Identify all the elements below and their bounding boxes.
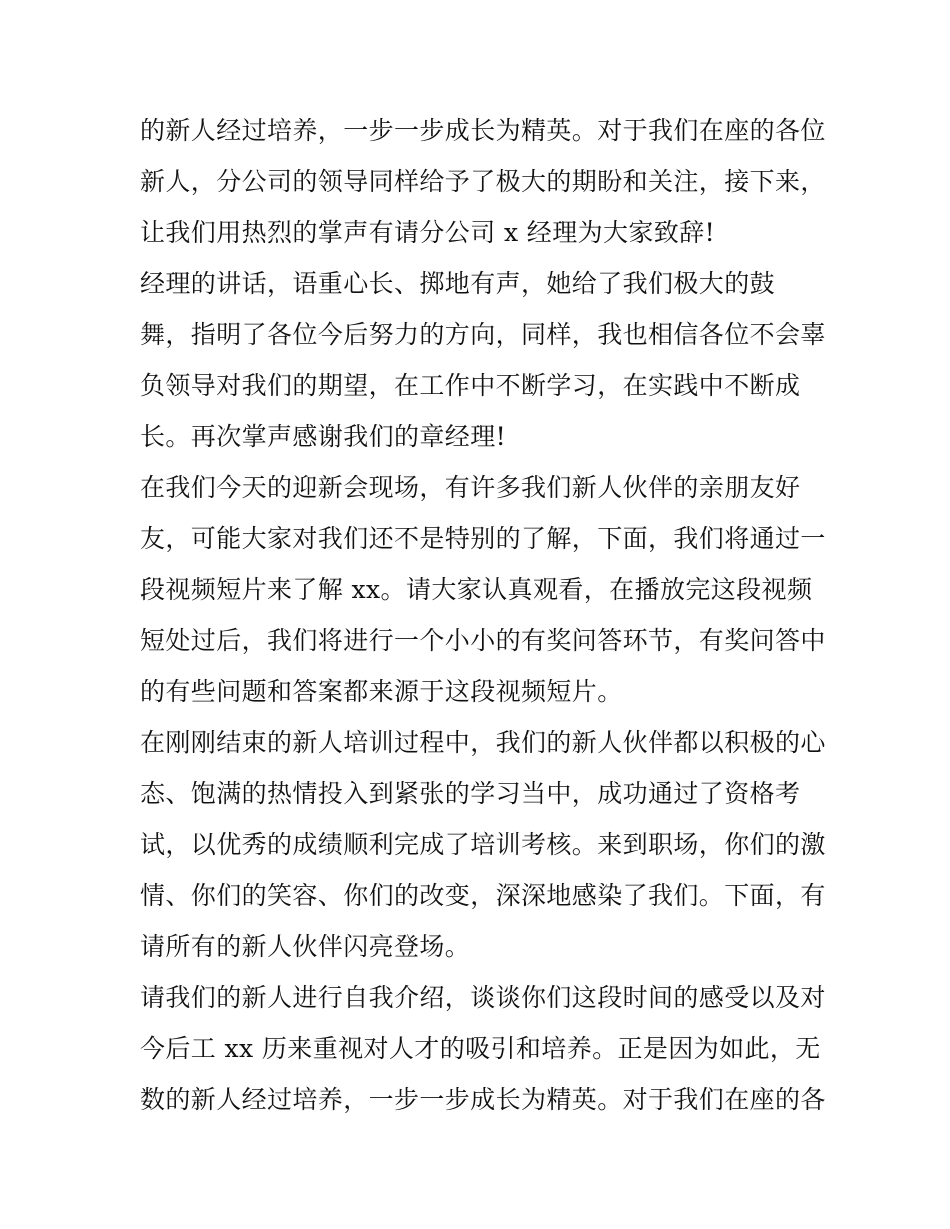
text-line: 段视频短片来了解 xx。请大家认真观看，在播放完这段视频 bbox=[140, 575, 813, 604]
text-line: 让我们用热烈的掌声有请分公司 x 经理为大家致辞! bbox=[140, 218, 716, 247]
text-line: 数的新人经过培养，一步一步成长为精英。对于我们在座的各 bbox=[140, 1085, 826, 1114]
text-line: 长。再次掌声感谢我们的章经理! bbox=[140, 422, 507, 451]
text-line: 舞，指明了各位今后努力的方向，同样，我也相信各位不会辜 bbox=[140, 320, 826, 349]
text-line: 试，以优秀的成绩顺利完成了培训考核。来到职场，你们的激 bbox=[140, 830, 826, 859]
text-line: 请我们的新人进行自我介绍，谈谈你们这段时间的感受以及对 bbox=[140, 983, 826, 1012]
text-line: 在我们今天的迎新会现场，有许多我们新人伙伴的亲朋友好 bbox=[140, 473, 801, 502]
text-line: 情、你们的笑容、你们的改变，深深地感染了我们。下面，有 bbox=[140, 881, 826, 910]
text-line: 经理的讲话，语重心长、掷地有声，她给了我们极大的鼓 bbox=[140, 269, 776, 298]
text-line: 负领导对我们的期望，在工作中不断学习，在实践中不断成 bbox=[140, 371, 801, 400]
text-line: 新人，分公司的领导同样给予了极大的期盼和关注，接下来， bbox=[140, 167, 826, 196]
text-line: 的有些问题和答案都来源于这段视频短片。 bbox=[140, 677, 623, 706]
text-line: 请所有的新人伙伴闪亮登场。 bbox=[140, 932, 471, 961]
text-line: 在刚刚结束的新人培训过程中，我们的新人伙伴都以积极的心 bbox=[140, 728, 826, 757]
text-line: 的新人经过培养，一步一步成长为精英。对于我们在座的各位 bbox=[140, 116, 826, 145]
text-line: 友，可能大家对我们还不是特别的了解，下面，我们将通过一 bbox=[140, 524, 826, 553]
document-body bbox=[140, 105, 826, 1125]
text-line: 短处过后，我们将进行一个小小的有奖问答环节，有奖问答中 bbox=[140, 626, 826, 655]
text-line: 态、饱满的热情投入到紧张的学习当中，成功通过了资格考 bbox=[140, 779, 801, 808]
text-line: 今后工 xx 历来重视对人才的吸引和培养。正是因为如此，无 bbox=[140, 1034, 821, 1063]
